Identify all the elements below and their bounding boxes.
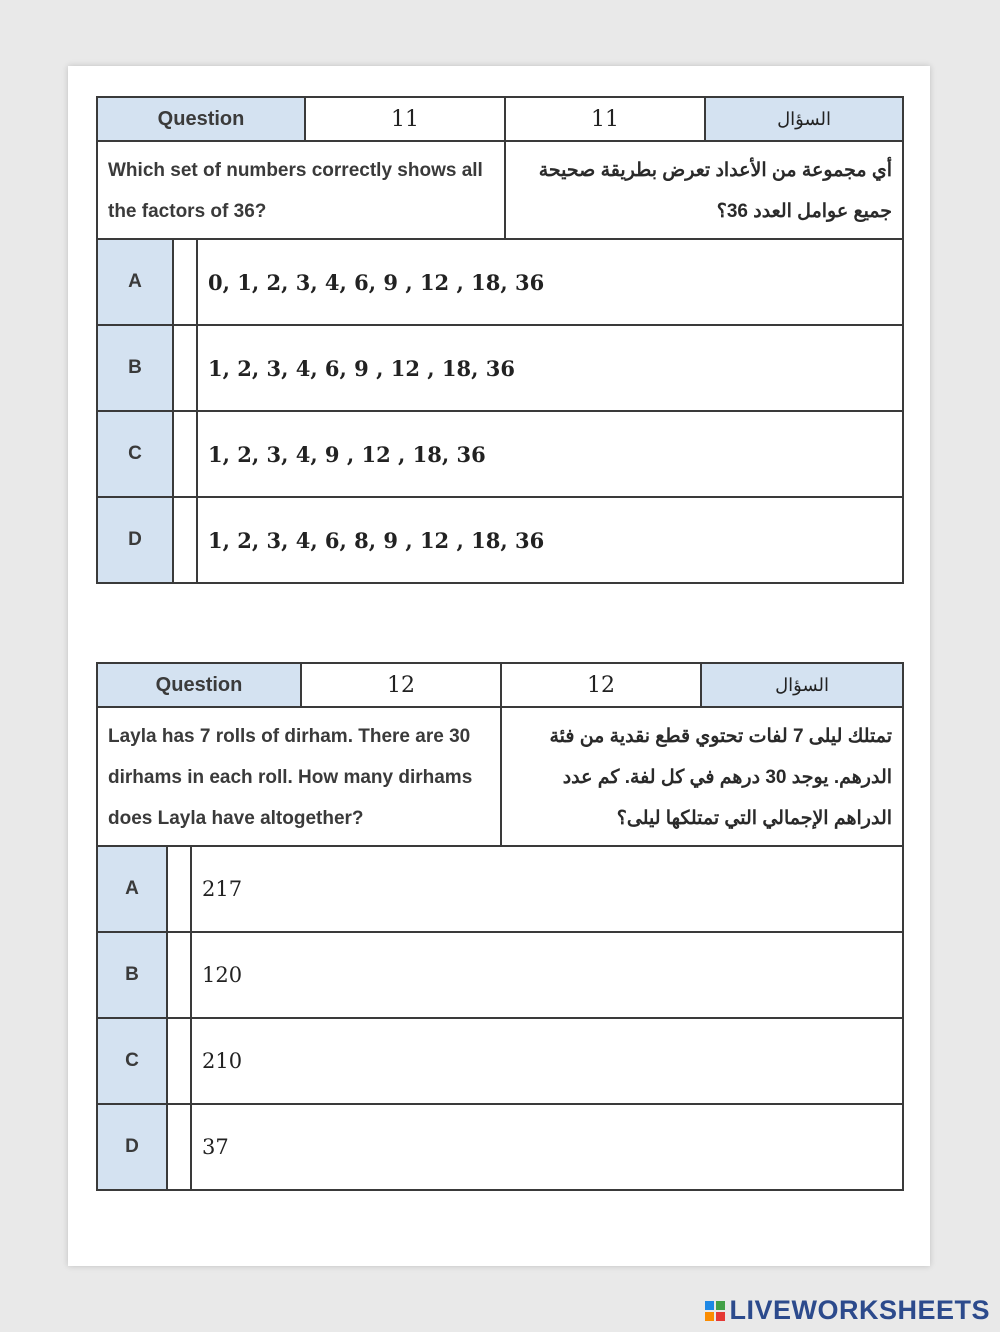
option-value: 37 [191, 1104, 903, 1190]
option-letter: D [97, 1104, 167, 1190]
question-text-en: Which set of numbers correctly shows all the factors of 36? [97, 141, 505, 239]
question-12-block [96, 662, 902, 1191]
option-value: 210 [191, 1018, 903, 1104]
option-row[interactable] [97, 325, 903, 411]
option-value: 1, 2, 3, 4, 9 , 12 , 18, 36 [197, 411, 903, 497]
question-number-right: 11 [505, 97, 705, 141]
option-letter: A [97, 239, 173, 325]
question-label-ar: السؤال [705, 97, 903, 141]
liveworksheets-watermark [705, 1295, 990, 1326]
option-value: 0, 1, 2, 3, 4, 6, 9 , 12 , 18, 36 [197, 239, 903, 325]
question-text-en: Layla has 7 rolls of dirham. There are 30 dirhams in each roll. How many dirhams does Layla have altogether? [97, 707, 501, 846]
option-row[interactable] [97, 932, 903, 1018]
question-text-ar: أي مجموعة من الأعداد تعرض بطريقة صحيحة جميع عوامل العدد 36؟ [505, 141, 903, 239]
question-label-en: Question [97, 663, 301, 707]
answer-checkbox-cell[interactable] [167, 846, 191, 932]
option-letter: C [97, 1018, 167, 1104]
question-number-left: 12 [301, 663, 501, 707]
option-row[interactable] [97, 411, 903, 497]
answer-checkbox-cell[interactable] [167, 1018, 191, 1104]
option-row[interactable] [97, 846, 903, 932]
option-letter: C [97, 411, 173, 497]
question-number-left: 11 [305, 97, 505, 141]
option-value: 120 [191, 932, 903, 1018]
option-letter: B [97, 325, 173, 411]
answer-checkbox-cell[interactable] [173, 411, 197, 497]
option-value: 217 [191, 846, 903, 932]
question-text-ar: تمتلك ليلى 7 لفات تحتوي قطع نقدية من فئة الدرهم. يوجد 30 درهم في كل لفة. كم عدد الدراهم الإجمالي التي تمتلكها ليلى؟ [501, 707, 903, 846]
answer-checkbox-cell[interactable] [167, 1104, 191, 1190]
worksheet-page [68, 66, 930, 1266]
answer-checkbox-cell[interactable] [173, 497, 197, 583]
watermark-text: LIVEWORKSHEETS [729, 1295, 990, 1325]
option-value: 1, 2, 3, 4, 6, 9 , 12 , 18, 36 [197, 325, 903, 411]
question-label-en: Question [97, 97, 305, 141]
option-value: 1, 2, 3, 4, 6, 8, 9 , 12 , 18, 36 [197, 497, 903, 583]
liveworksheets-logo-icon [705, 1301, 725, 1321]
question-label-ar: السؤال [701, 663, 903, 707]
option-row[interactable] [97, 1018, 903, 1104]
option-letter: D [97, 497, 173, 583]
option-row[interactable] [97, 497, 903, 583]
option-row[interactable] [97, 239, 903, 325]
question-number-right: 12 [501, 663, 701, 707]
question-11-block [96, 96, 902, 584]
option-row[interactable] [97, 1104, 903, 1190]
answer-checkbox-cell[interactable] [173, 239, 197, 325]
answer-checkbox-cell[interactable] [173, 325, 197, 411]
option-letter: B [97, 932, 167, 1018]
answer-checkbox-cell[interactable] [167, 932, 191, 1018]
option-letter: A [97, 846, 167, 932]
